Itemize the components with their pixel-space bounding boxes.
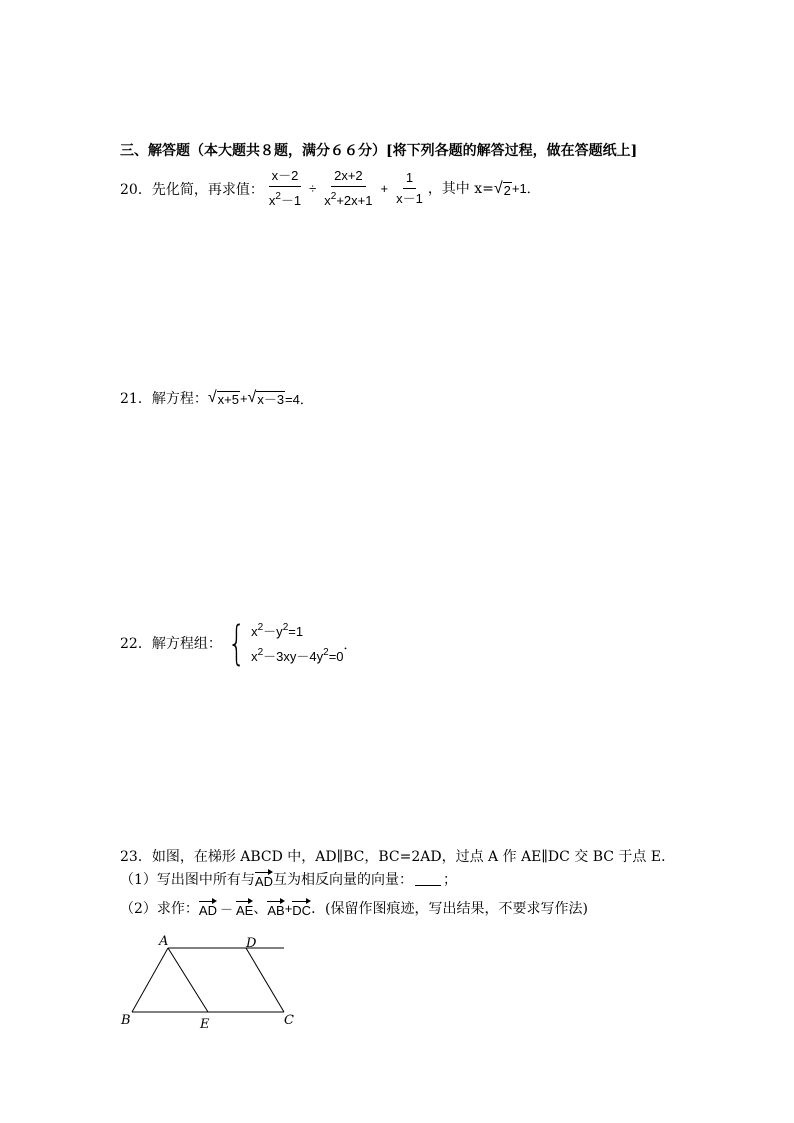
q20-plus-sign: + bbox=[380, 181, 389, 196]
label-d: D bbox=[246, 936, 257, 951]
q22-end: ． bbox=[343, 636, 357, 652]
section-heading: 三、解答题（本大题共８题，满分６６分）[将下列各题的解答过程，做在答题纸上] bbox=[120, 143, 638, 159]
trapezoid-figure bbox=[112, 930, 312, 1035]
q22-equation-2: $x^2-3xy-4y^2=0$ bbox=[251, 647, 344, 664]
question-21 bbox=[120, 388, 313, 408]
q22-equation-system bbox=[222, 616, 344, 670]
vector-ad-2: AD bbox=[199, 899, 217, 918]
q21-radical-1: √ x+5 bbox=[207, 388, 239, 407]
q20-condition: ，其中 x= √ 2 +1． bbox=[427, 180, 540, 198]
q21-plus: + bbox=[239, 390, 248, 406]
label-c: C bbox=[284, 1013, 294, 1028]
vector-ab: AB bbox=[267, 899, 284, 918]
label-e: E bbox=[200, 1017, 210, 1032]
q21-label: 21．解方程： bbox=[120, 391, 208, 407]
q20-fraction-3: $\frac{1}{x-1}$ bbox=[396, 170, 423, 206]
question-23-part-2: （2）求作： AD － AE 、 AB + DC ．(保留作图痕迹，写出结果，不要求写作法) bbox=[120, 900, 588, 918]
q22-label: 22．解方程组： bbox=[120, 636, 222, 652]
q20-label: 20．先化简，再求值： bbox=[120, 181, 264, 198]
vector-dc: DC bbox=[292, 899, 311, 918]
answer-blank bbox=[415, 873, 441, 886]
vector-ad: AD bbox=[255, 870, 273, 889]
q20-fraction-1: $\frac{x-2}{x^2-1}$ bbox=[268, 168, 302, 208]
question-23-part-1: （1）写出图中所有与 AD 互为相反向量的向量： ； bbox=[120, 869, 457, 889]
segment-ab bbox=[132, 948, 168, 1012]
label-a: A bbox=[159, 934, 169, 949]
q21-rest: =4． bbox=[285, 391, 313, 407]
segment-ae bbox=[168, 948, 208, 1012]
question-23-stem: 23．如图，在梯形 ABCD 中，AD∥BC，BC=2AD，过点 A 作 AE∥DC 交 BC 于点 E． bbox=[120, 849, 676, 865]
q21-radical-2: √ x－3 bbox=[247, 388, 285, 407]
question-22 bbox=[120, 616, 357, 670]
q20-divide-sign: ÷ bbox=[309, 181, 317, 196]
vector-ae: AE bbox=[236, 899, 253, 918]
brace-icon: { bbox=[227, 616, 246, 670]
question-20 bbox=[120, 168, 540, 209]
q20-fraction-2: $\frac{2x+2}{x^2+2x+1}$ bbox=[324, 168, 373, 208]
q22-equation-1: $x^2-y^2=1$ bbox=[251, 622, 304, 639]
label-b: B bbox=[121, 1013, 131, 1028]
segment-dc bbox=[246, 948, 284, 1012]
